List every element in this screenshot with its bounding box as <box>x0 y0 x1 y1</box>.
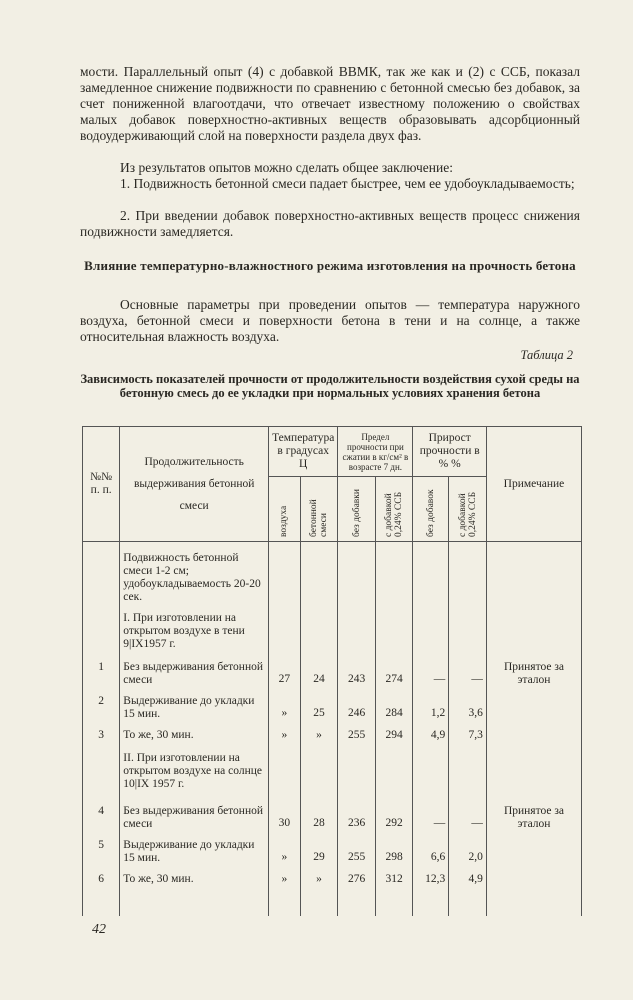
header-temp-air: воздуха <box>279 505 290 537</box>
table-row: 3 То же, 30 мин. » » 255 294 4,9 7,3 <box>83 721 582 742</box>
table-section-1: I. При изготовлении на открытом воздухе в тени 9|IX1957 г. <box>120 604 269 651</box>
table-row: 2 Выдерживание до укладки 15 мин. » 25 246 284 1,2 3,6 <box>83 687 582 721</box>
table-row: 5 Выдерживание до укладки 15 мин. » 29 255 298 6,6 2,0 <box>83 831 582 865</box>
paragraph-5: Основные параметры при проведении опытов — температура наружного воздуха, бетонной смеси и поверхности бетона в тени и на солнце, а также относительная влажность воздуха. <box>80 297 580 344</box>
header-str-ssb: с добавкой 0,24% ССБ <box>384 491 405 537</box>
table-row: 4 Без выдерживания бетонной смеси 30 28 236 292 — — Принятое за эталон <box>83 791 582 831</box>
header-gain-none: без добавок <box>425 489 436 537</box>
table-section-2: II. При изготовлении на открытом воздухе на солнце 10|IX 1957 г. <box>120 742 269 791</box>
paragraph-3: 1. Подвижность бетонной смеси падает быстрее, чем ее удобоукладываемость; <box>120 176 575 191</box>
table-row: 6 То же, 30 мин. » » 276 312 12,3 4,9 <box>83 865 582 916</box>
page-number: 42 <box>92 922 106 937</box>
header-str-none: без добавки <box>351 489 362 537</box>
header-gain-ssb: с добавкой 0,24% ССБ <box>457 491 478 537</box>
table-intro: Подвижность бетонной смеси 1-2 см; удобоукладываемость 20-20 сек. <box>120 542 269 605</box>
paragraph-1: мости. Параллельный опыт (4) с добавкой ВВМК, так же как и (2) с ССБ, показал замедленное снижение подвижности по сравнению с бетонной смесью без добавок, за счет пониженной влагоотдачи, что отвечает известному положению о свойствах малых добавок поверхностно-активных веществ образовывать адсорбционный водоудерживающий слой на поверхности раздела двух фаз. <box>80 64 580 143</box>
header-temperature: Температура в градусах Ц <box>269 427 338 477</box>
header-duration: Продолжительность выдерживания бетонной смеси <box>120 427 269 542</box>
table-label: Таблица 2 <box>520 348 573 362</box>
table-row: 1 Без выдерживания бетонной смеси 27 24 243 274 — — Принятое за эталон <box>83 651 582 687</box>
table-caption: Зависимость показателей прочности от продолжительности воздействия сухой среды на бетонную смесь до ее укладки при нормальных условиях хранения бетона <box>80 372 580 400</box>
header-note: Примечание <box>486 427 581 542</box>
header-strength: Предел прочности при сжатии в кг/см² в возрасте 7 дн. <box>338 427 413 477</box>
paragraph-4: 2. При введении добавок поверхностно-активных веществ процесс снижения подвижности замедляется. <box>80 208 580 239</box>
paragraph-2: Из результатов опытов можно сделать общее заключение: <box>120 160 453 175</box>
header-num: №№ п. п. <box>83 427 120 542</box>
data-table <box>82 426 582 916</box>
header-gain: Прирост прочности в % % <box>413 427 486 477</box>
section-heading: Влияние температурно-влажностного режима изготовления на прочность бетона <box>84 258 576 273</box>
header-temp-mix: бетонной смеси <box>308 499 329 537</box>
